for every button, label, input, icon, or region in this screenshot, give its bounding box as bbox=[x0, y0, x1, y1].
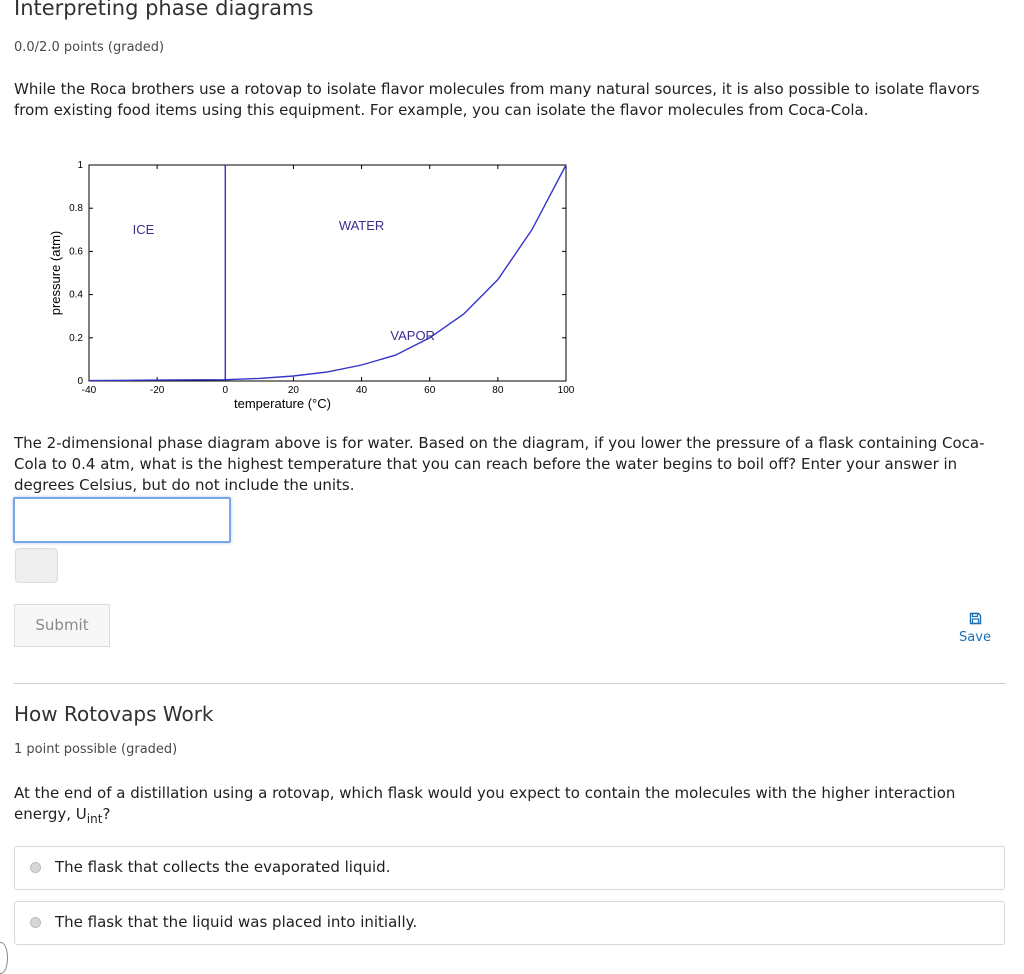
x-axis-label: temperature (°C) bbox=[234, 396, 331, 411]
region-label-water: WATER bbox=[338, 217, 385, 233]
region-label-ice: ICE bbox=[132, 222, 155, 238]
problem2-question bbox=[14, 783, 1004, 830]
x-tick-label: 40 bbox=[356, 385, 368, 396]
answer-status-indicator bbox=[15, 548, 58, 583]
y-tick-label: 0.8 bbox=[69, 203, 83, 215]
x-tick-label: 20 bbox=[287, 385, 299, 396]
problem-points: 0.0/2.0 points (graded) bbox=[14, 40, 165, 55]
y-tick-label: 0.6 bbox=[69, 246, 83, 258]
y-tick-label: 0.2 bbox=[69, 332, 83, 344]
radio-button[interactable] bbox=[30, 917, 41, 928]
vapor-pressure-curve bbox=[89, 165, 566, 381]
problem-question: The 2-dimensional phase diagram above is for water. Based on the diagram, if you lower the pressure of a flask containing Coca-Cola to 0.4 atm, what is the highest temperature that you can reach before the water begins to boil off? Enter your answer in degrees Celsius, but do not include the units. bbox=[14, 434, 985, 494]
choice-evaporated-flask[interactable] bbox=[14, 846, 1005, 890]
x-tick-label: 0 bbox=[222, 385, 229, 396]
problem-title: Interpreting phase diagrams bbox=[14, 0, 314, 20]
problem2-question-suffix: ? bbox=[102, 805, 111, 823]
x-tick-label: -40 bbox=[81, 385, 97, 396]
scroll-edge-decoration bbox=[0, 942, 8, 974]
y-tick-label: 1 bbox=[77, 160, 83, 171]
problem-intro: While the Roca brothers use a rotovap to isolate flavor molecules from many natural sources, it is also possible to isolate flavors from existing food items using this equipment. For example, you can isolate the flavor molecules from Coca-Cola. bbox=[14, 80, 980, 119]
problem2-title: How Rotovaps Work bbox=[14, 702, 214, 726]
region-label-vapor: VAPOR bbox=[390, 327, 435, 343]
choice-initial-flask[interactable] bbox=[14, 901, 1005, 945]
x-tick-label: 60 bbox=[424, 385, 436, 396]
problem2-question-text: At the end of a distillation using a rotovap, which flask would you expect to contain the molecules with the higher interaction energy, U bbox=[14, 784, 956, 823]
x-tick-label: -20 bbox=[149, 385, 165, 396]
save-button[interactable] bbox=[952, 612, 998, 645]
x-tick-label: 100 bbox=[557, 385, 575, 396]
save-label: Save bbox=[959, 630, 991, 645]
phase-diagram-chart bbox=[40, 150, 600, 420]
answer-input[interactable] bbox=[13, 497, 231, 543]
y-tick-label: 0.4 bbox=[69, 289, 83, 301]
choice-label: The flask that the liquid was placed into initially. bbox=[55, 913, 418, 931]
x-tick-label: 80 bbox=[492, 385, 504, 396]
save-icon bbox=[952, 612, 998, 630]
submit-button[interactable]: Submit bbox=[14, 604, 110, 647]
radio-button[interactable] bbox=[30, 862, 41, 873]
choice-label: The flask that collects the evaporated liquid. bbox=[55, 858, 391, 876]
interaction-energy-subscript: int bbox=[86, 812, 103, 826]
plot-frame bbox=[89, 165, 566, 381]
problem2-points: 1 point possible (graded) bbox=[14, 742, 178, 757]
section-divider bbox=[14, 683, 1006, 684]
y-tick-label: 0 bbox=[77, 376, 83, 387]
y-axis-label: pressure (atm) bbox=[48, 230, 63, 316]
